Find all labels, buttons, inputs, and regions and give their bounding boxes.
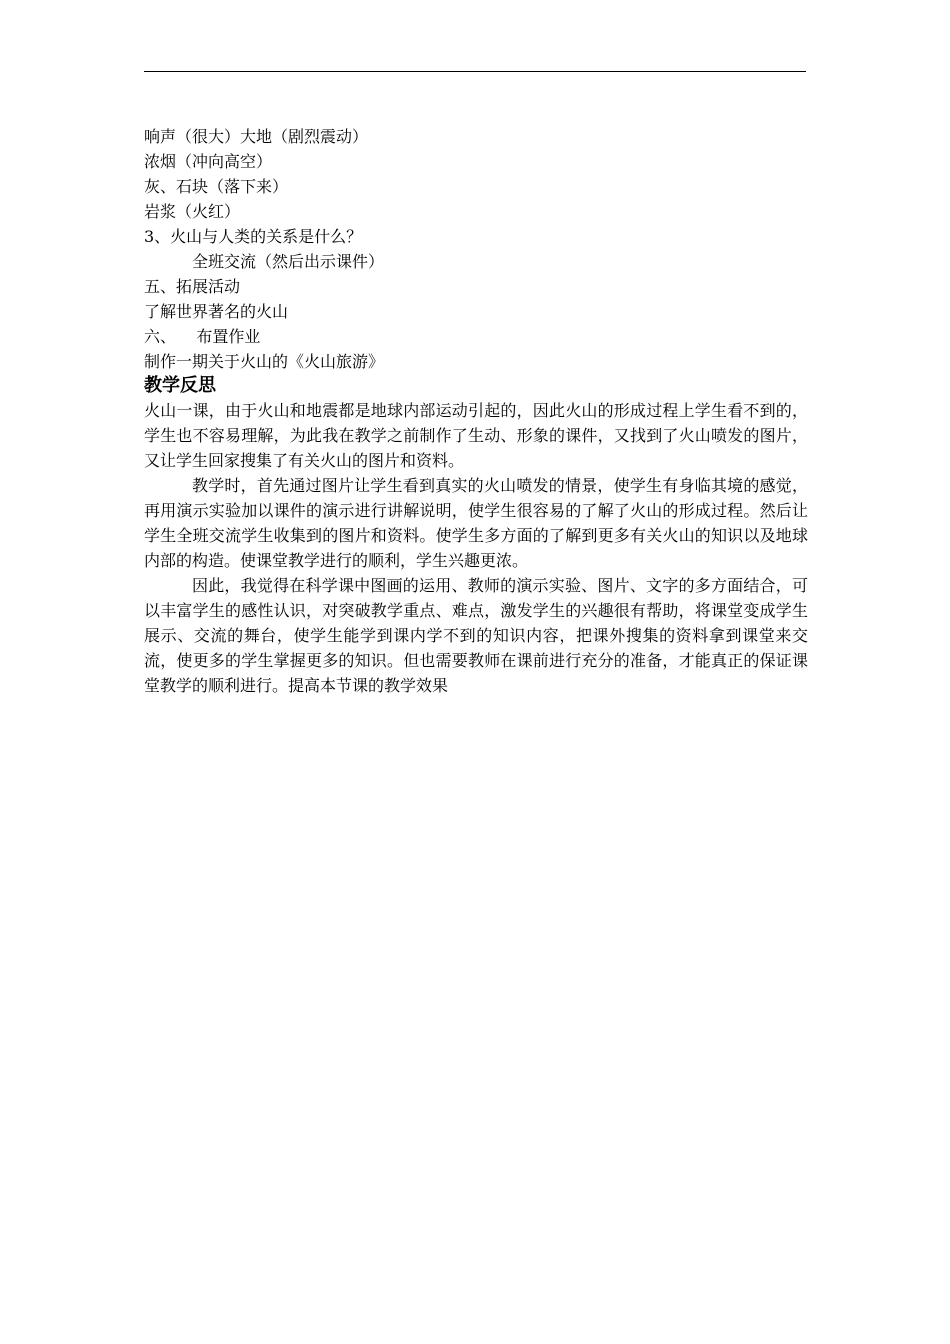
question-line: 3、火山与人类的关系是什么？ bbox=[144, 227, 363, 246]
text-line: 制作一期关于火山的《火山旅游》 bbox=[144, 352, 385, 371]
document-body bbox=[144, 124, 808, 698]
reflection-heading: 教学反思 bbox=[144, 375, 216, 396]
text-line: 岩浆（火红） bbox=[144, 202, 241, 221]
header-rule bbox=[144, 71, 806, 72]
text-line: 浓烟（冲向高空） bbox=[144, 152, 273, 171]
reflection-paragraph: 教学时，首先通过图片让学生看到真实的火山喷发的情景，使学生有身临其境的感觉，再用演示实验加以课件的演示进行讲解说明，使学生很容易的了解了火山的形成过程。然后让学生全班交流学生收集到的图片和资料。使学生多方面的了解到更多有关火山的知识以及地球内部的构造。使课堂教学进行的顺利，学生兴趣更浓。 bbox=[144, 476, 808, 570]
reflection-paragraph: 因此，我觉得在科学课中图画的运用、教师的演示实验、图片、文字的多方面结合，可以丰富学生的感性认识，对突破教学重点、难点，激发学生的兴趣很有帮助，将课堂变成学生展示、交流的舞台，使学生能学到课内学不到的知识内容，把课外搜集的资料拿到课堂来交流，使更多的学生掌握更多的知识。但也需要教师在课前进行充分的准备，才能真正的保证课堂教学的顺利进行。提高本节课的教学效果 bbox=[144, 576, 808, 695]
reflection-paragraph: 火山一课，由于火山和地震都是地球内部运动引起的，因此火山的形成过程上学生看不到的，学生也不容易理解，为此我在教学之前制作了生动、形象的课件，又找到了火山喷发的图片，又让学生回家搜集了有关火山的图片和资料。 bbox=[144, 401, 808, 470]
text-line: 了解世界著名的火山 bbox=[144, 302, 289, 321]
text-line: 响声（很大）大地（剧烈震动） bbox=[144, 127, 369, 146]
section-heading: 五、拓展活动 bbox=[144, 277, 241, 296]
text-line: 全班交流（然后出示课件） bbox=[192, 252, 385, 271]
text-line: 灰、石块（落下来） bbox=[144, 177, 289, 196]
section-heading: 六、 布置作业 bbox=[144, 327, 261, 346]
